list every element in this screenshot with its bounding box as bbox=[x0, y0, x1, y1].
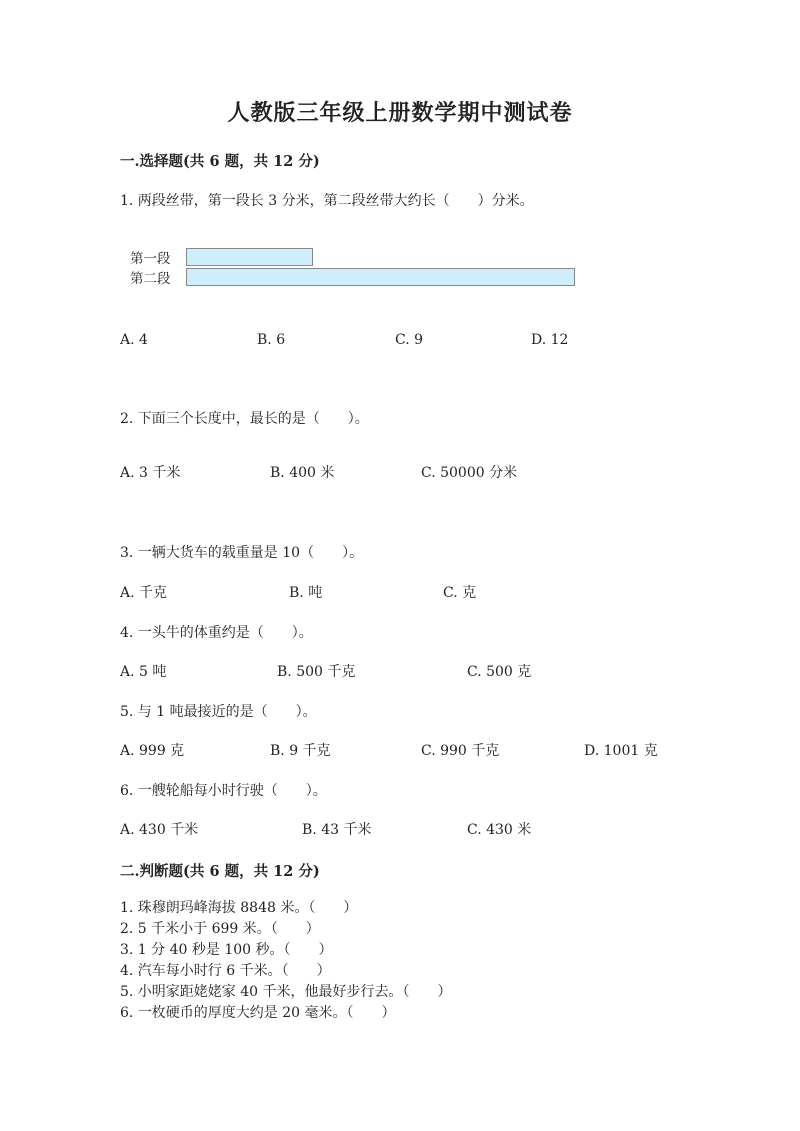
question-2: 2. 下面三个长度中，最长的是（ ）。 bbox=[120, 411, 369, 427]
section-heading-choice: 一.选择题(共 6 题，共 12 分) bbox=[120, 153, 320, 170]
q6-option-b: B. 43 千米 bbox=[302, 822, 372, 838]
q2-option-c: C. 50000 分米 bbox=[421, 465, 518, 481]
q6-option-a: A. 430 千米 bbox=[120, 822, 199, 838]
q3-option-b: B. 吨 bbox=[289, 585, 323, 601]
segment-label-2: 第二段 bbox=[130, 271, 171, 287]
judgment-item-6: 6. 一枚硬币的厚度大约是 20 毫米。（ ） bbox=[120, 1005, 396, 1021]
question-6: 6. 一艘轮船每小时行驶（ ）。 bbox=[120, 783, 327, 799]
page-title: 人教版三年级上册数学期中测试卷 bbox=[227, 100, 573, 126]
q5-option-d: D. 1001 克 bbox=[584, 743, 658, 759]
judgment-item-1: 1. 珠穆朗玛峰海拔 8848 米。（ ） bbox=[120, 900, 358, 916]
q2-option-a: A. 3 千米 bbox=[120, 465, 181, 481]
q5-option-a: A. 999 克 bbox=[120, 743, 185, 759]
segment-label-1: 第一段 bbox=[130, 251, 171, 267]
q1-option-b: B. 6 bbox=[257, 332, 286, 348]
ribbon-bar-1 bbox=[186, 248, 313, 266]
question-4: 4. 一头牛的体重约是（ ）。 bbox=[120, 625, 313, 641]
q6-option-c: C. 430 米 bbox=[467, 822, 532, 838]
question-3: 3. 一辆大货车的载重量是 10（ ）。 bbox=[120, 545, 364, 561]
q4-option-b: B. 500 千克 bbox=[277, 664, 356, 680]
q1-option-d: D. 12 bbox=[531, 332, 569, 348]
q1-option-c: C. 9 bbox=[395, 332, 424, 348]
q3-option-c: C. 克 bbox=[443, 585, 477, 601]
q3-option-a: A. 千克 bbox=[120, 585, 168, 601]
section-heading-judgment: 二.判断题(共 6 题，共 12 分) bbox=[120, 863, 320, 880]
judgment-item-3: 3. 1 分 40 秒是 100 秒。（ ） bbox=[120, 942, 333, 958]
q4-option-c: C. 500 克 bbox=[467, 664, 532, 680]
q5-option-b: B. 9 千克 bbox=[270, 743, 331, 759]
q5-option-c: C. 990 千克 bbox=[421, 743, 500, 759]
judgment-item-4: 4. 汽车每小时行 6 千米。（ ） bbox=[120, 963, 331, 979]
q1-option-a: A. 4 bbox=[120, 332, 148, 348]
question-5: 5. 与 1 吨最接近的是（ ）。 bbox=[120, 704, 317, 720]
q2-option-b: B. 400 米 bbox=[270, 465, 335, 481]
judgment-item-2: 2. 5 千米小于 699 米。（ ） bbox=[120, 921, 320, 937]
question-1: 1. 两段丝带，第一段长 3 分米，第二段丝带大约长（ ）分米。 bbox=[120, 193, 534, 209]
ribbon-bar-2 bbox=[186, 268, 575, 286]
q4-option-a: A. 5 吨 bbox=[120, 664, 167, 680]
judgment-item-5: 5. 小明家距姥姥家 40 千米，他最好步行去。（ ） bbox=[120, 984, 452, 1000]
